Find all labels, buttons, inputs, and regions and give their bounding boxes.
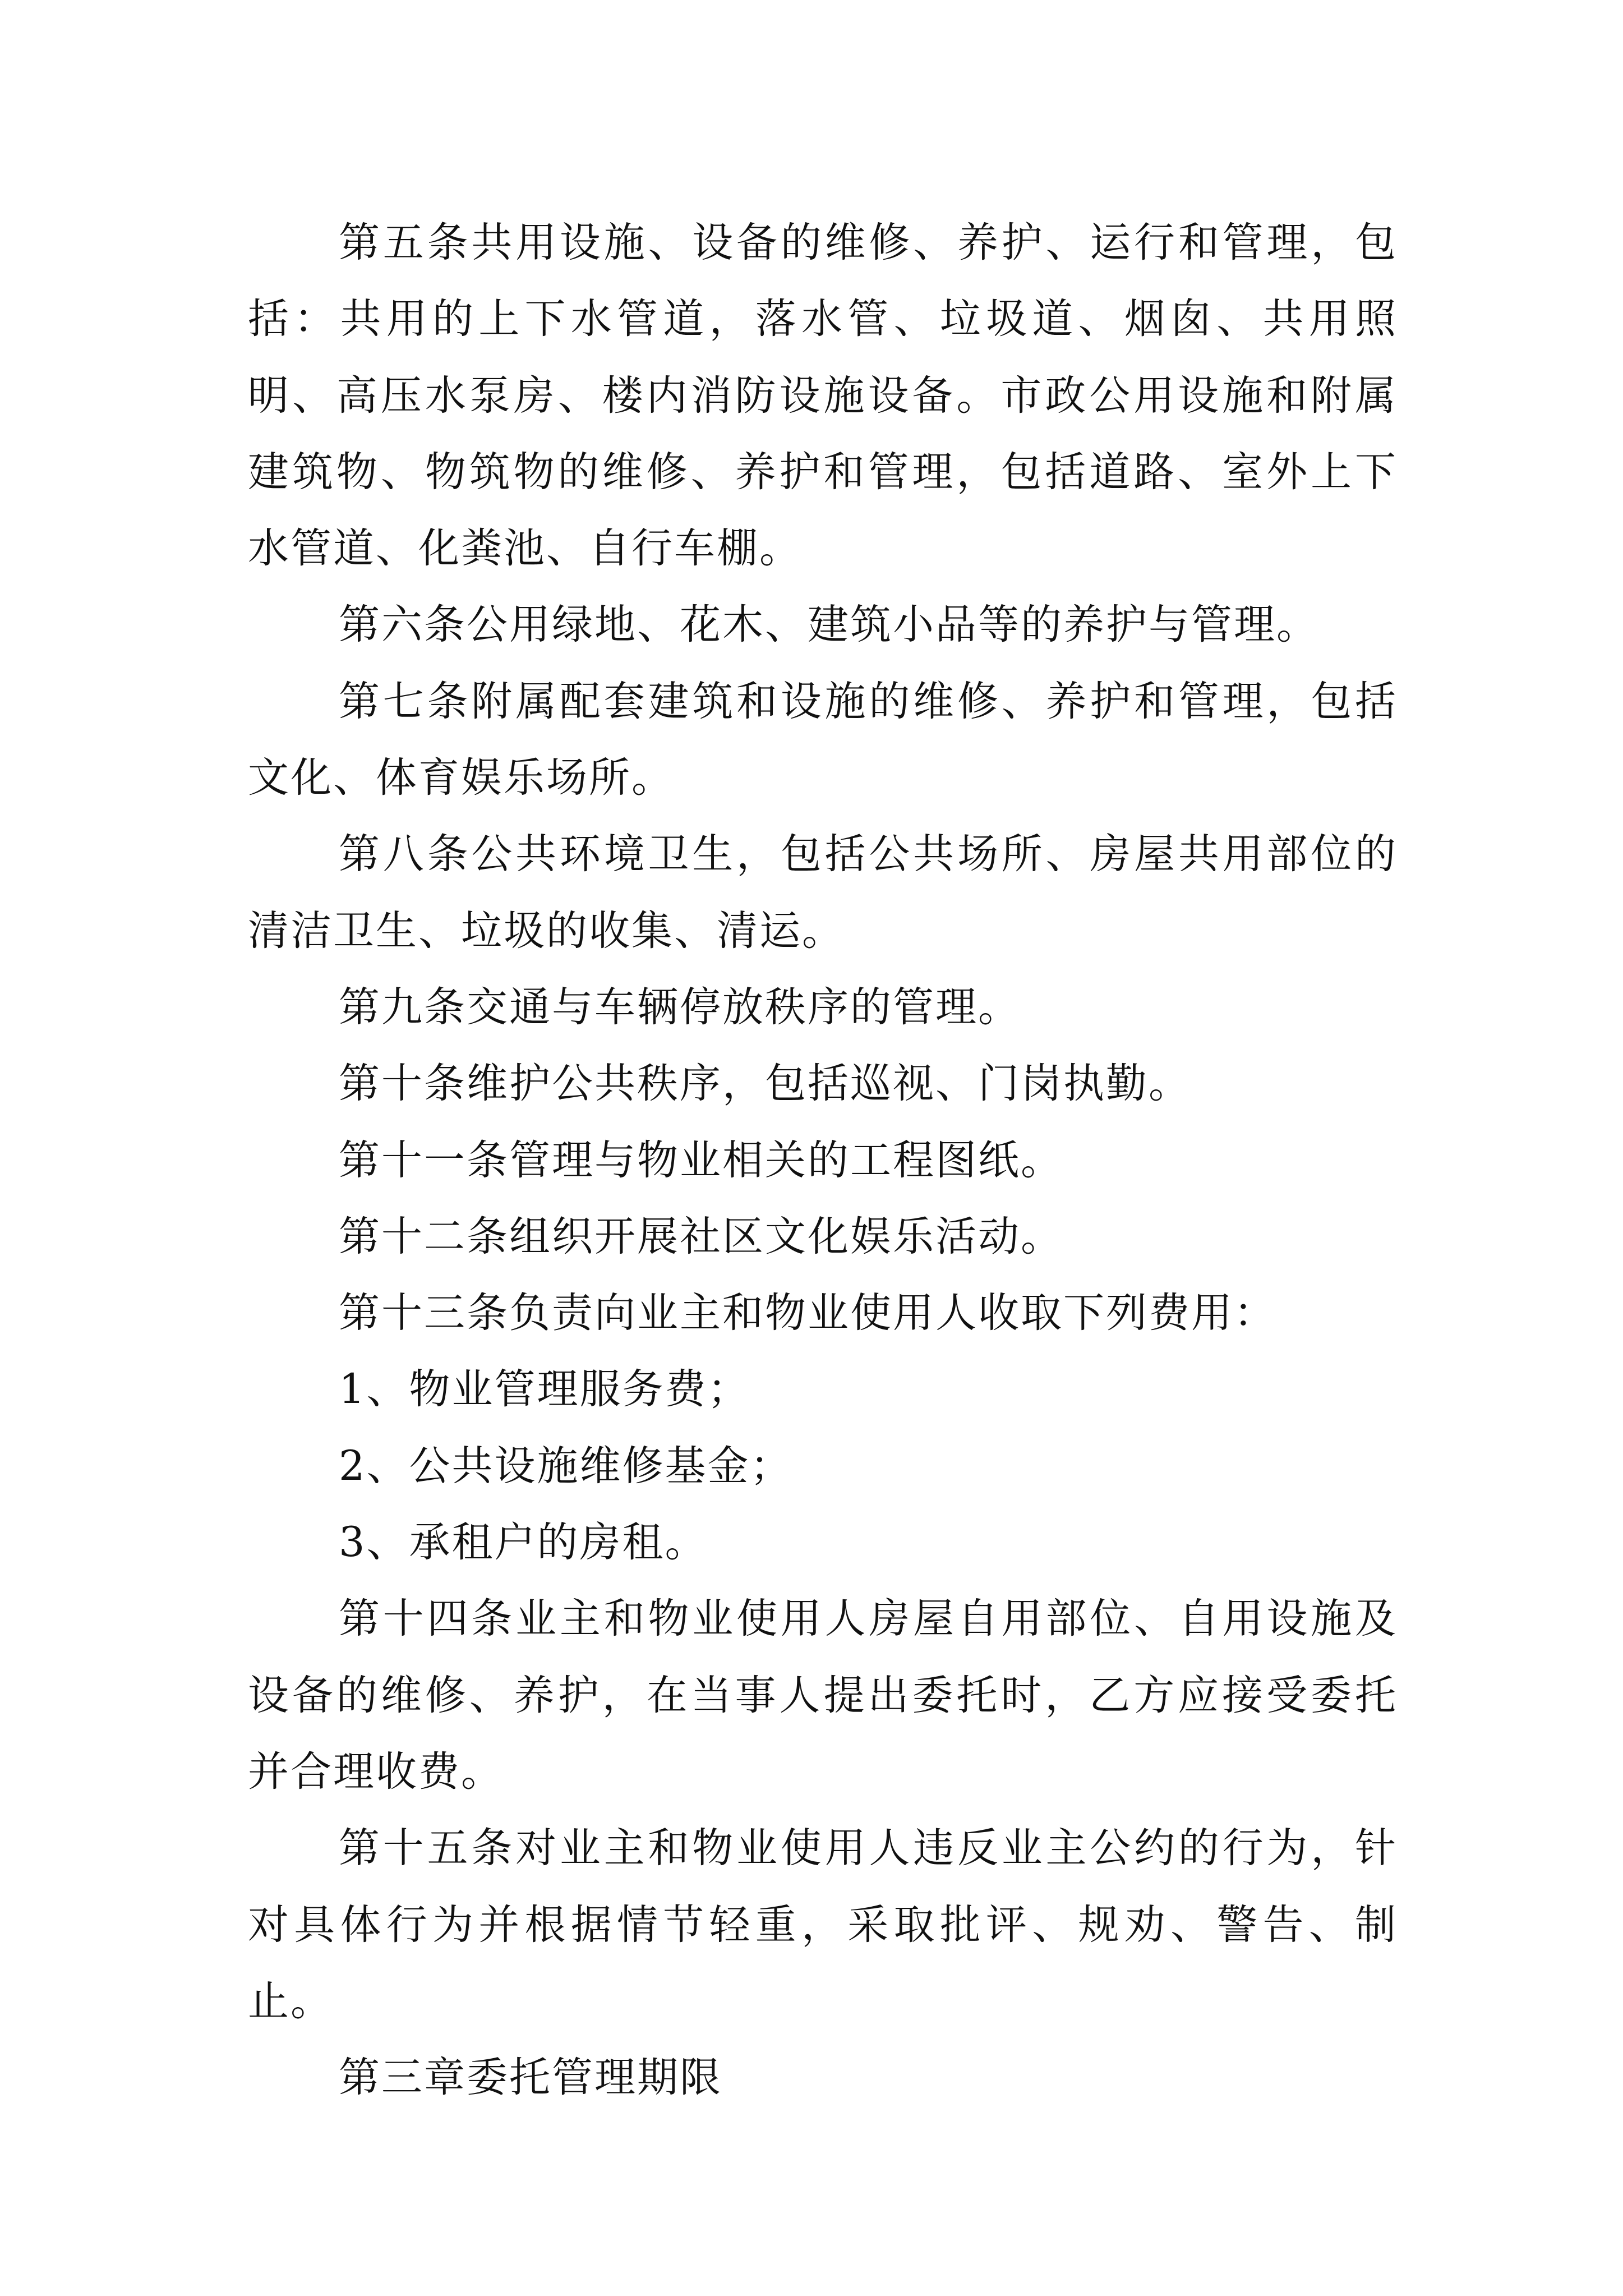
fee-list-item-3: 3、承租户的房租。: [339, 1519, 708, 1567]
article-14-paragraph: 第十四条业主和物业使用人房屋自用部位、自用设施及设备的维修、养护，在当事人提出委托时，乙方应接受委托并合理收费。: [248, 1595, 1398, 1796]
article-11-paragraph: 第十一条管理与物业相关的工程图纸。: [339, 1136, 1063, 1184]
article-8-paragraph: 第八条公共环境卫生，包括公共场所、房屋共用部位的清洁卫生、垃圾的收集、清运。: [248, 830, 1398, 955]
article-7-paragraph: 第七条附属配套建筑和设施的维修、养护和管理，包括文化、体育娱乐场所。: [248, 677, 1398, 802]
fee-list-item-1: 1、物业管理服务费；: [339, 1365, 750, 1414]
chapter-3-heading: 第三章委托管理期限: [339, 2054, 722, 2102]
article-9-paragraph: 第九条交通与车辆停放秩序的管理。: [339, 983, 1021, 1031]
article-12-paragraph: 第十二条组织开展社区文化娱乐活动。: [339, 1212, 1063, 1260]
article-10-paragraph: 第十条维护公共秩序，包括巡视、门岗执勤。: [339, 1060, 1191, 1108]
article-5-paragraph: 第五条共用设施、设备的维修、养护、运行和管理，包括：共用的上下水管道，落水管、垃圾道、烟囱、共用照明、高压水泵房、楼内消防设施设备。市政公用设施和附属建筑物、物筑物的维修、养护和管理，包括道路、室外上下水管道、化粪池、自行车棚。: [248, 219, 1398, 573]
article-15-paragraph: 第十五条对业主和物业使用人违反业主公约的行为，针对具体行为并根据情节轻重，采取批评、规劝、警告、制止。: [248, 1824, 1398, 2025]
fee-list-item-2: 2、公共设施维修基金；: [339, 1442, 793, 1490]
document-body: [248, 205, 1398, 2116]
article-6-paragraph: 第六条公用绿地、花木、建筑小品等的养护与管理。: [339, 601, 1319, 649]
article-13-paragraph: 第十三条负责向业主和物业使用人收取下列费用：: [339, 1289, 1276, 1337]
